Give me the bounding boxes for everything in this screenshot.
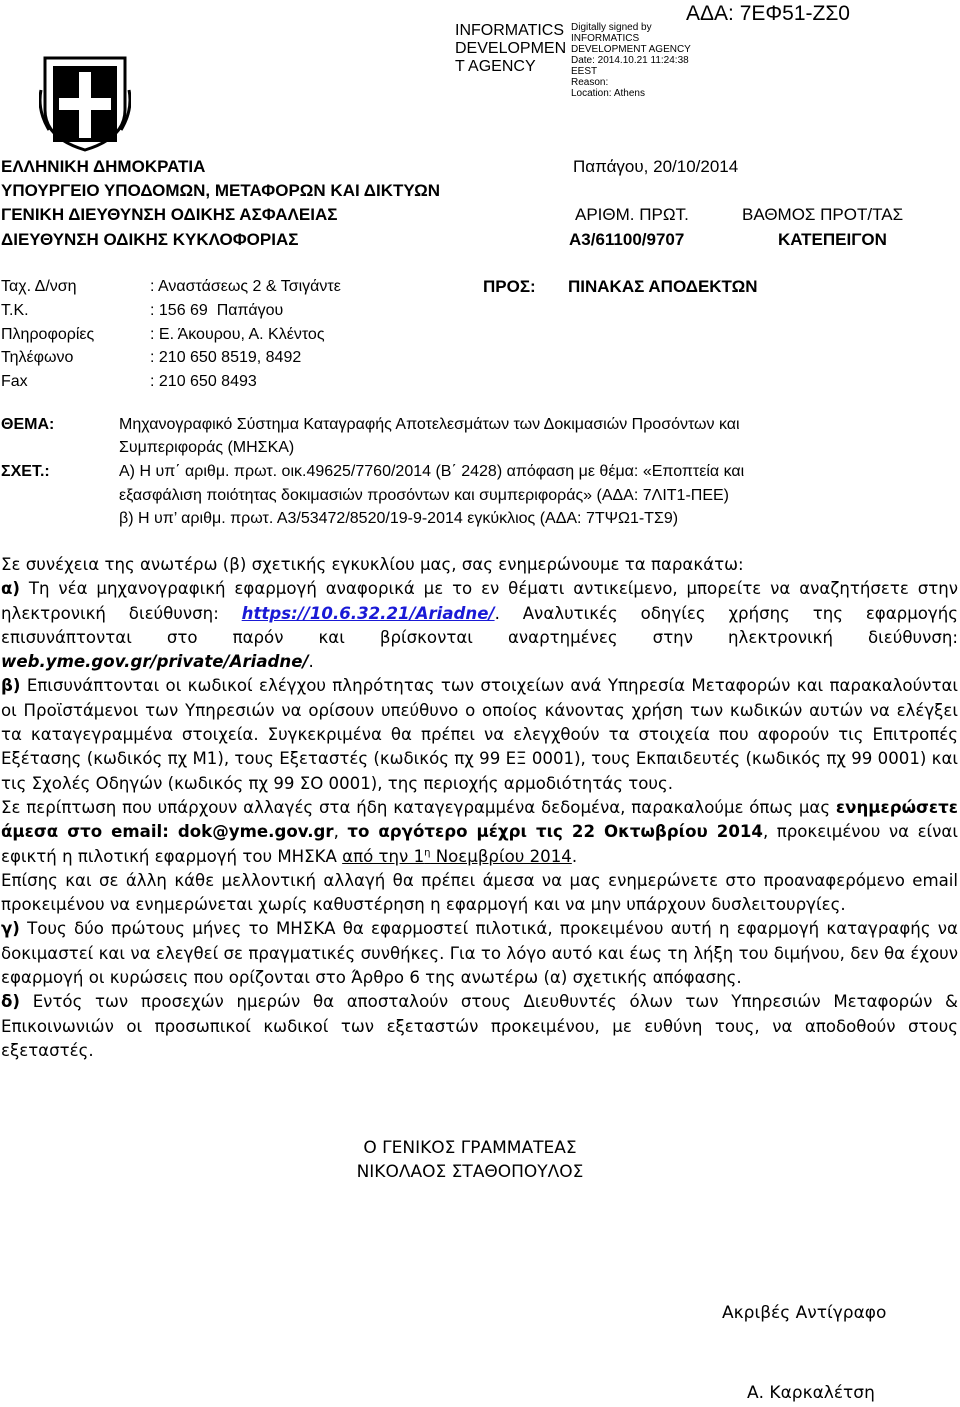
reference-text: εξασφάλιση ποιότητας δοκιμασιών προσόντων και συμπεριφοράς» (ΑΔΑ: 7ΛΙΤ1-ΠΕΕ): [119, 487, 729, 504]
start-date-text: από την 1: [342, 846, 425, 866]
protocol-number: Α3/61100/9707: [569, 230, 685, 249]
reference-label: ΣΧΕΤ.:: [1, 463, 50, 480]
signoff-name: ΝΙΚΟΛΑΟΣ ΣΤΑΘΟΠΟΥΛΟΣ: [356, 1162, 584, 1182]
emblem-icon: [39, 50, 131, 152]
deadline: το αργότερο μέχρι τις 22 Οκτωβρίου 2014: [347, 822, 763, 842]
email-instruction: ενημερώσετε άμεσα στο email: dok@yme.gov.gr: [1, 797, 958, 842]
paragraph-c: [1, 917, 958, 990]
paragraph-b-future: Επίσης και σε άλλη κάθε μελλοντική αλλαγή θα πρέπει άμεσα να μας ενημερώνετε στο προαναφερόμενο email προκειμένου να ενημερώνεται χωρίς καθυστέρηση η εφαρμογή και να μην υπάρχουν δυσλειτουργίες.: [1, 870, 958, 915]
signature-detail: Reason:: [571, 77, 609, 88]
item-label: β): [1, 676, 21, 696]
signer-line: DEVELOPMEN: [455, 40, 567, 57]
signature-detail: DEVELOPMENT AGENCY: [571, 44, 691, 55]
reference-text: Α) Η υπ΄ αριθμ. πρωτ. οικ.49625/7760/2014 (Β΄ 2428) απόφαση με θέμα: «Εποπτεία και: [119, 463, 745, 480]
signature-detail: Location: Athens: [571, 88, 645, 99]
place-date: Παπάγου, 20/10/2014: [573, 157, 739, 176]
letter-body: [1, 553, 958, 1063]
paragraph-text: Σε περίπτωση που υπάρχουν αλλαγές στα ήδη καταγεγραμμένα δεδομένα, παρακαλούμε όπως μας: [1, 797, 836, 817]
item-label: δ): [1, 992, 20, 1012]
signature-detail: Date: 2014.10.21 11:24:38: [571, 55, 689, 66]
reference-text: β) Η υπ’ αριθμ. πρωτ. Α3/53472/8520/19-9-2014 εγκύκλιος (ΑΔΑ: 7ΤΨΩ1-ΤΣ9): [119, 510, 679, 527]
item-label: α): [1, 579, 20, 599]
paragraph-text: Τη νέα μηχανογραφική εφαρμογή αναφορικά με το εν θέματι αντικείμενο, μπορείτε να αναζητήσετε στην ηλεκτρονική διεύθυνση:: [1, 579, 958, 623]
signature-detail: EEST: [571, 66, 598, 77]
subject-text: Συμπεριφοράς (ΜΗΣΚΑ): [119, 439, 295, 456]
start-date-text: Νοεμβρίου 2014: [430, 846, 572, 866]
signer-line: T AGENCY: [455, 58, 536, 75]
signer-line: INFORMATICS: [455, 22, 565, 39]
contact-label: Πληροφορίες: [1, 326, 95, 343]
ordinal-suffix: η: [424, 847, 431, 859]
copy-name: Α. Καρκαλέτση: [747, 1383, 875, 1403]
contact-value: : Ε. Άκουρου, Α. Κλέντος: [150, 326, 325, 343]
signoff-title: Ο ΓΕΝΙΚΟΣ ΓΡΑΜΜΑΤΕΑΣ: [363, 1138, 577, 1158]
org-line: ΔΙΕΥΘΥΝΣΗ ΟΔΙΚΗΣ ΚΥΚΛΟΦΟΡΙΑΣ: [1, 230, 299, 249]
copy-label: Ακριβές Αντίγραφο: [722, 1303, 887, 1323]
paragraph-a: [1, 577, 958, 674]
paragraph-b: [1, 674, 958, 795]
priority-label: ΒΑΘΜΟΣ ΠΡΟΤ/ΤΑΣ: [742, 205, 904, 224]
paragraph-text: . Αναλυτικές οδηγίες χρήσης της εφαρμογής επισυνάπτονται στο παρόν και βρίσκονται αναρτημένες στην ηλεκτρονική διεύθυνση:: [1, 603, 959, 647]
recipient-value: ΠΙΝΑΚΑΣ ΑΠΟΔΕΚΤΩΝ: [568, 277, 758, 296]
paragraph-text: .: [308, 652, 314, 672]
subject-label: ΘΕΜΑ:: [1, 416, 55, 433]
greek-emblem: [39, 50, 131, 152]
signature-detail: INFORMATICS: [571, 33, 640, 44]
item-label: γ): [1, 919, 20, 939]
contact-value: : 210 650 8519, 8492: [150, 349, 302, 366]
contact-value: : Αναστάσεως 2 & Τσιγάντε: [150, 278, 341, 295]
priority-value: ΚΑΤΕΠΕΙΓΟΝ: [778, 230, 887, 249]
org-line: ΓΕΝΙΚΗ ΔΙΕΥΘΥΝΣΗ ΟΔΙΚΗΣ ΑΣΦΑΛΕΙΑΣ: [1, 205, 338, 224]
ada-code: ΑΔΑ: 7ΕΦ51-ΖΣ0: [686, 2, 850, 25]
paragraph-text: .: [571, 846, 578, 866]
paragraph-text: ,: [333, 822, 348, 842]
signature-details: [571, 22, 691, 99]
protocol-label: ΑΡΙΘΜ. ΠΡΩΤ.: [575, 205, 689, 224]
paragraph-b-changes: [1, 796, 958, 869]
contact-label: Fax: [1, 373, 28, 390]
paragraph-d: [1, 990, 958, 1063]
paragraph-text: , προκειμένου να είναι εφικτή η πιλοτική εφαρμογή του ΜΗΣΚΑ: [1, 822, 958, 866]
start-date: [342, 847, 572, 866]
signature-signer: [455, 22, 566, 76]
org-line: ΕΛΛΗΝΙΚΗ ΔΗΜΟΚΡΑΤΙΑ: [1, 157, 206, 176]
recipient-label: ΠΡΟΣ:: [483, 277, 536, 296]
contact-value: : 156 69 Παπάγου: [150, 302, 284, 319]
paragraph-text: Εντός των προσεχών ημερών θα αποσταλούν στους Διευθυντές όλων των Υπηρεσιών Μεταφορών & Επικοινωνιών οι προσωπικοί κωδικοί των εξεταστών προκειμένου, με ευθύνη τους, να αποδοθούν στους εξεταστές.: [1, 992, 958, 1060]
paragraph-text: Τους δύο πρώτους μήνες το ΜΗΣΚΑ θα εφαρμοστεί πιλοτικά, προκειμένου αυτή η εφαρμογή καταγραφής να δοκιμαστεί και να ελεγθεί σε πραγματικές συνθήκες. Για το λόγο αυτό και έως τη λήξη του διμήνου, δεν θα έχουν εφαρμογή οι κυρώσεις που ορίζονται στο Άρθρο 6 της ανωτέρω (α) σχετικής απόφασης.: [1, 919, 958, 988]
paragraph-text: Επισυνάπτονται οι κωδικοί ελέγχου πληρότητας των στοιχείων ανά Υπηρεσία Μεταφορών και παρακαλούνται οι Προϊστάμενοι των Υπηρεσιών να ορίσουν υπεύθυνο ο οποίος κάνοντας χρήση των κωδικών αυτών να ελέγξει τα καταγεγραμμένα στοιχεία. Συγκεκριμένα θα πρέπει να ελεγχθούν τα στοιχεία που αφορούν τις Επιτροπές Εξέτασης (κωδικός πχ Μ1), τους Εξεταστές (κωδικός πχ 99 ΕΞ 0001), τους Εκπαιδευτές (κωδικός πχ 99 0001) και τις Σχολές Οδηγών (κωδικός πχ 99 ΣΟ 0001), της περιοχής αρμοδιότητάς τους.: [1, 676, 958, 793]
contact-label: Τ.Κ.: [1, 302, 29, 319]
org-line: ΥΠΟΥΡΓΕΙΟ ΥΠΟΔΟΜΩΝ, ΜΕΤΑΦΟΡΩΝ ΚΑΙ ΔΙΚΤΥΩΝ: [1, 181, 441, 200]
contact-value: : 210 650 8493: [150, 373, 257, 390]
subject-text: Μηχανογραφικό Σύστημα Καταγραφής Αποτελεσμάτων των Δοκιμασιών Προσόντων και: [119, 416, 740, 433]
application-link[interactable]: https://10.6.32.21/Ariadne/: [241, 603, 495, 623]
contact-label: Τηλέφωνο: [1, 349, 74, 366]
contact-label: Ταχ. Δ/νση: [1, 278, 77, 295]
signature-detail: Digitally signed by: [571, 22, 652, 33]
web-address[interactable]: web.yme.gov.gr/private/Ariadne/: [1, 652, 309, 672]
intro-paragraph: Σε συνέχεια της ανωτέρω (β) σχετικής εγκυκλίου μας, σας ενημερώνουμε τα παρακάτω:: [1, 555, 744, 574]
